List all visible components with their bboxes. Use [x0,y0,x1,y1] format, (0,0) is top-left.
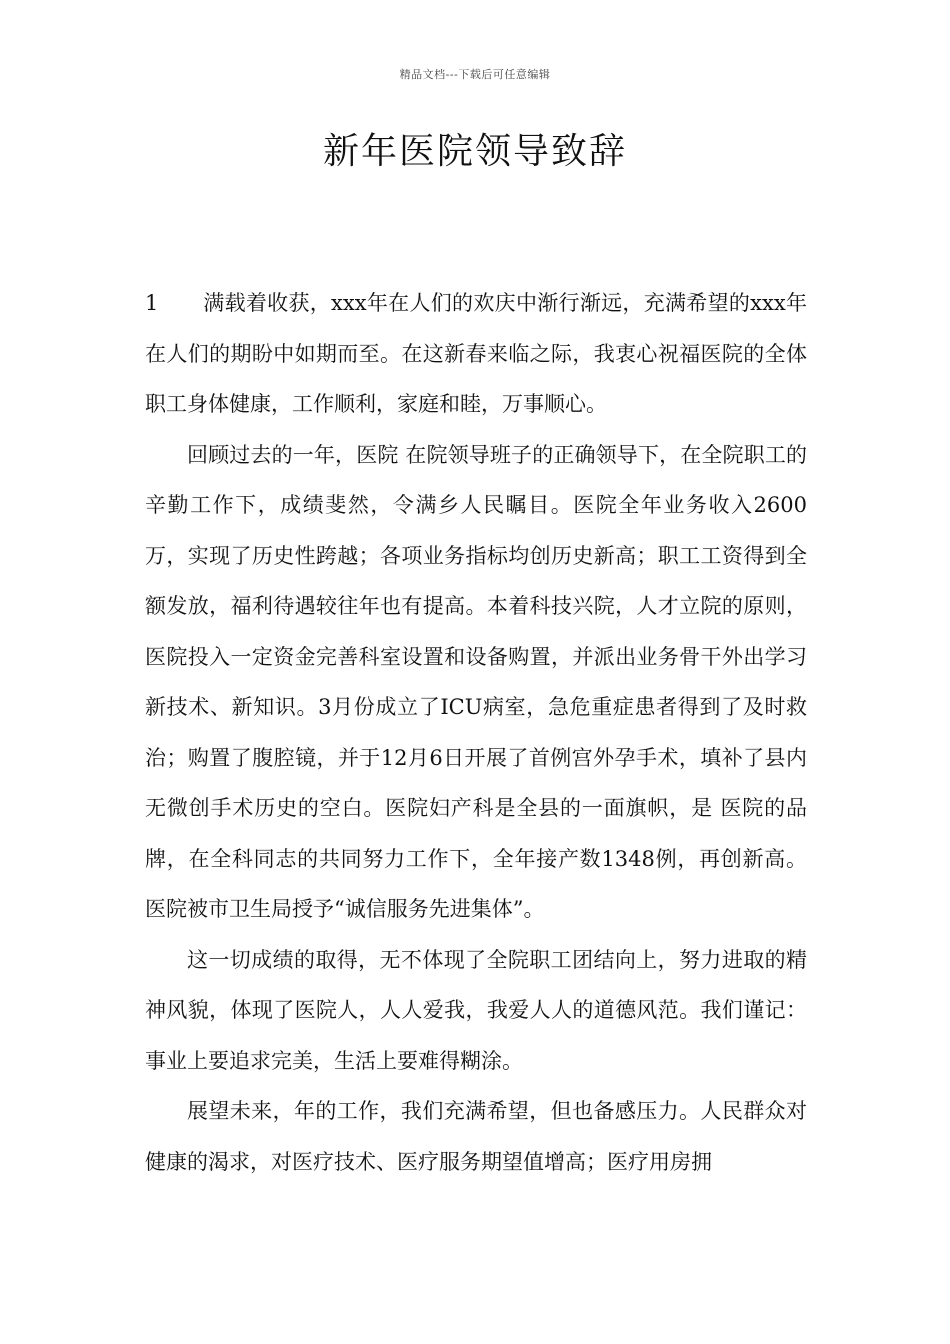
paragraph-number: 1 [145,291,159,315]
paragraph-4: 展望未来，年的工作，我们充满希望，但也备感压力。人民群众对健康的渴求，对医疗技术、医疗服务期望值增高；医疗用房拥 [145,1099,807,1174]
paragraph-text: 满载着收获，xxx年在人们的欢庆中渐行渐远，充满希望的xxx年在人们的期盼中如期而至。在这新春来临之际，我衷心祝福医院的全体职工身体健康，工作顺利，家庭和睦，万事顺心。 [145,291,807,416]
paragraph-3: 这一切成绩的取得，无不体现了全院职工团结向上，努力进取的精神风貌，体现了医院人，人人爱我，我爱人人的道德风范。我们谨记：事业上要追求完美，生活上要难得糊涂。 [145,947,807,1073]
paragraph-2: 回顾过去的一年，医院 在院领导班子的正确领导下，在全院职工的辛勤工作下，成绩斐然，令满乡人民瞩目。医院全年业务收入2600万，实现了历史性跨越；各项业务指标均创历史新高；职工工资得到全额发放，福利待遇较往年也有提高。本着科技兴院，人才立院的原则，医院投入一定资金完善科室设置和设备购置，并派出业务骨干外出学习新技术、新知识。3月份成立了ICU病室，急危重症患者得到了及时救治；购置了腹腔镜，并于12月6日开展了首例宫外孕手术，填补了县内无微创手术历史的空白。医院妇产科是全县的一面旗帜，是 医院的品牌，在全科同志的共同努力工作下，全年接产数1348例，再创新高。医院被市卫生局授予“诚信服务先进集体”。 [145,442,807,921]
document-body [145,278,807,1187]
header-note: 精品文档---下载后可任意编辑 [399,68,551,81]
paragraph-1 [145,278,807,430]
document-title: 新年医院领导致辞 [322,131,627,172]
